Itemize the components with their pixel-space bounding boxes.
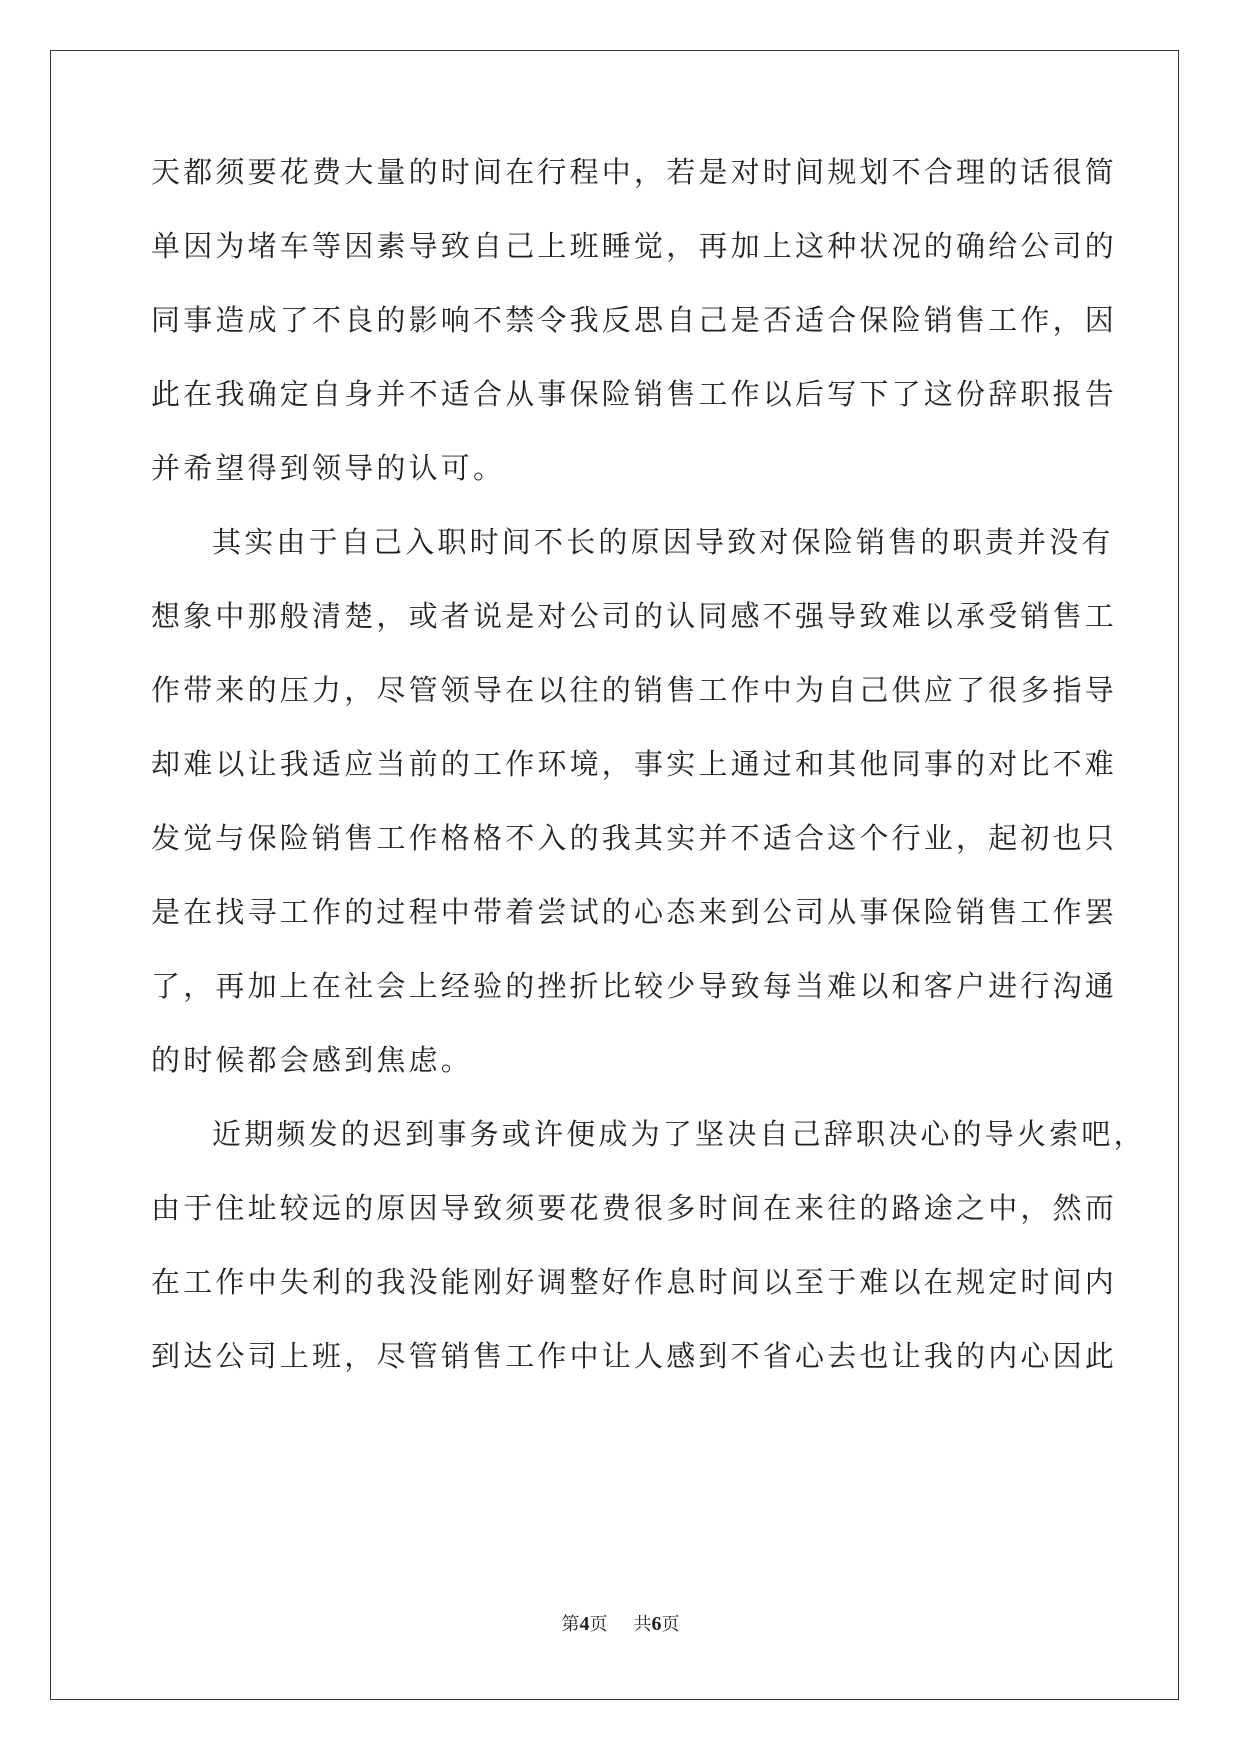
total-suffix: 页 [661, 1614, 680, 1635]
page-suffix: 页 [589, 1614, 608, 1635]
text-line: 单因为堵车等因素导致自己上班睡觉，再加上这种状况的确给公司的 [151, 229, 1118, 263]
text-line: 同事造成了不良的影响不禁令我反思自己是否适合保险销售工作，因 [151, 303, 1118, 337]
text-line: 近期频发的迟到事务或许便成为了坚决自己辞职决心的导火索吧， [212, 1117, 1146, 1151]
text-line: 其实由于自己入职时间不长的原因导致对保险销售的职责并没有 [212, 525, 1114, 559]
text-line: 此在我确定自身并不适合从事保险销售工作以后写下了这份辞职报告 [151, 377, 1118, 411]
total-prefix: 共 [633, 1614, 652, 1635]
text-line: 到达公司上班，尽管销售工作中让人感到不省心去也让我的内心因此 [151, 1339, 1118, 1373]
total-pages: 6 [651, 1613, 662, 1635]
text-line: 的时候都会感到焦虑。 [151, 1043, 474, 1077]
page-prefix: 第 [561, 1614, 580, 1635]
text-line: 在工作中失利的我没能刚好调整好作息时间以至于难以在规定时间内 [151, 1265, 1118, 1299]
page-number: 4 [579, 1613, 590, 1635]
text-line: 了，再加上在社会上经验的挫折比较少导致每当难以和客户进行沟通 [151, 969, 1118, 1003]
text-line: 是在找寻工作的过程中带着尝试的心态来到公司从事保险销售工作罢 [151, 895, 1118, 929]
text-line: 想象中那般清楚，或者说是对公司的认同感不强导致难以承受销售工 [151, 599, 1118, 633]
page-border [50, 50, 1179, 1700]
text-line: 却难以让我适应当前的工作环境，事实上通过和其他同事的对比不难 [151, 747, 1118, 781]
text-line: 作带来的压力，尽管领导在以往的销售工作中为自己供应了很多指导 [151, 673, 1118, 707]
text-line: 发觉与保险销售工作格格不入的我其实并不适合这个行业，起初也只 [151, 821, 1118, 855]
text-line: 天都须要花费大量的时间在行程中，若是对时间规划不合理的话很简 [151, 155, 1118, 189]
text-line: 由于住址较远的原因导致须要花费很多时间在来往的路途之中，然而 [151, 1191, 1118, 1225]
text-line: 并希望得到领导的认可。 [151, 451, 506, 485]
page-footer [0, 1612, 1241, 1637]
